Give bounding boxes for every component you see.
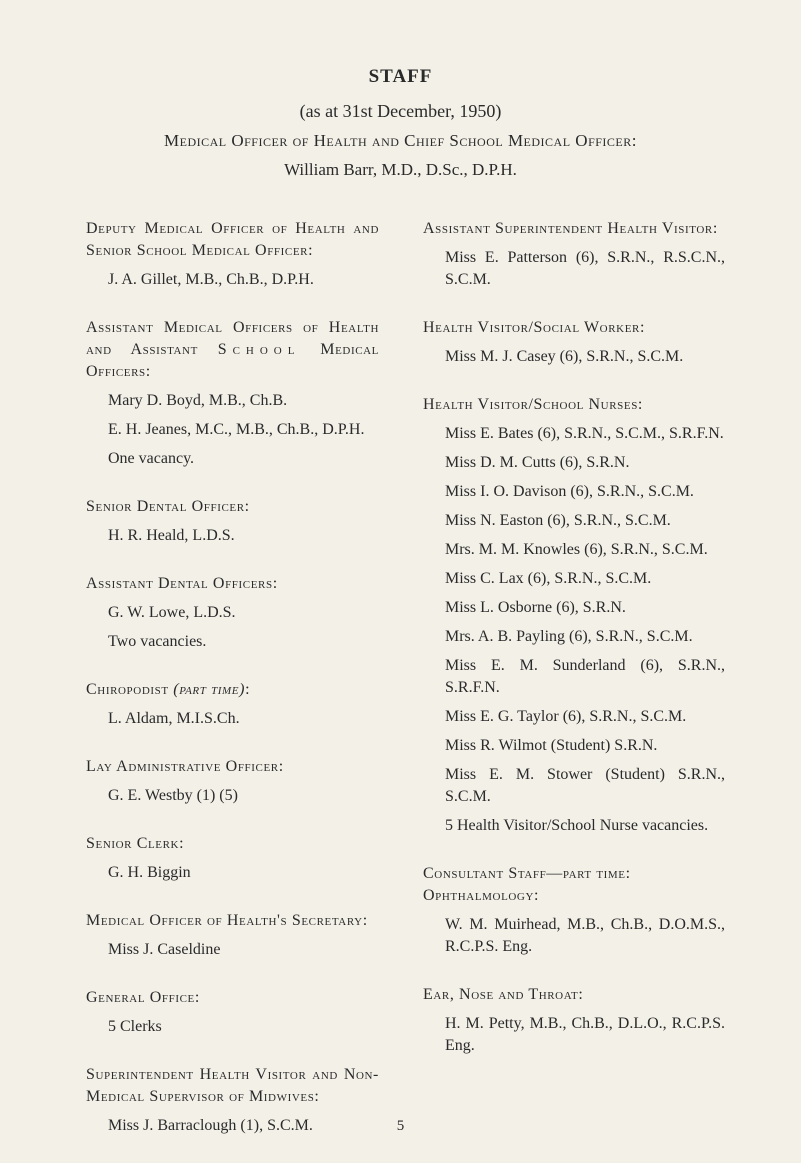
staff-entry: Mary D. Boyd, M.B., Ch.B. bbox=[108, 392, 288, 409]
staff-entry: Miss R. Wilmot (Student) S.R.N. bbox=[445, 737, 658, 754]
left-column bbox=[86, 218, 379, 1163]
section-senior-dental bbox=[86, 496, 379, 547]
moh-name: William Barr, M.D., D.Sc., D.P.H. bbox=[284, 160, 517, 179]
section-assistant-dental bbox=[86, 573, 379, 653]
staff-entry: Miss E. M. Stower (Student) S.R.N., S.C.M. bbox=[445, 766, 725, 805]
heading-part: Assistant Medical Officers of Health and Assistant bbox=[86, 319, 379, 358]
section-lay-admin bbox=[86, 756, 379, 807]
staff-entry: G. E. Westby (1) (5) bbox=[108, 787, 238, 804]
section-moh-secretary bbox=[86, 910, 379, 961]
staff-entry: H. M. Petty, M.B., Ch.B., D.L.O., R.C.P.S. Eng. bbox=[445, 1015, 725, 1054]
moh-heading: Medical Officer of Health and Chief School Medical Officer: bbox=[164, 131, 637, 150]
staff-entry: Mrs. A. B. Payling (6), S.R.N., S.C.M. bbox=[445, 628, 693, 645]
staff-entry: Miss D. M. Cutts (6), S.R.N. bbox=[445, 454, 630, 471]
page-number: 5 bbox=[396, 1118, 405, 1134]
section-heading: Senior Dental Officer: bbox=[86, 498, 250, 515]
staff-entry: H. R. Heald, L.D.S. bbox=[108, 527, 235, 544]
staff-entry: Miss N. Easton (6), S.R.N., S.C.M. bbox=[445, 512, 671, 529]
section-hv-social-worker bbox=[423, 317, 725, 368]
staff-entry: One vacancy. bbox=[108, 450, 195, 467]
page-title: STAFF bbox=[368, 66, 433, 87]
staff-entry: Mrs. M. M. Knowles (6), S.R.N., S.C.M. bbox=[445, 541, 708, 558]
heading-part: Chiropodist bbox=[86, 681, 169, 698]
staff-entry: G. H. Biggin bbox=[108, 864, 191, 881]
staff-entry: Miss E. Bates (6), S.R.N., S.C.M., S.R.F.N. bbox=[445, 425, 724, 442]
section-hv-school-nurses bbox=[423, 394, 725, 837]
staff-entry: W. M. Muirhead, M.B., Ch.B., D.O.M.S., R.C.P.S. Eng. bbox=[445, 916, 725, 955]
staff-entry: Miss E. Patterson (6), S.R.N., R.S.C.N., S.C.M. bbox=[445, 249, 725, 288]
section-heading: Deputy Medical Officer of Health and Senior School Medical Officer: bbox=[86, 220, 379, 259]
section-senior-clerk bbox=[86, 833, 379, 884]
staff-entry: L. Aldam, M.I.S.Ch. bbox=[108, 710, 240, 727]
section-heading: Health Visitor/Social Worker: bbox=[423, 319, 645, 336]
staff-entry: Miss E. M. Sunderland (6), S.R.N., S.R.F.N. bbox=[445, 657, 725, 696]
heading-part: School bbox=[217, 341, 301, 358]
section-assistant-superintendent-hv bbox=[423, 218, 725, 291]
section-assistant-mo bbox=[86, 317, 379, 470]
staff-entry: Two vacancies. bbox=[108, 633, 207, 650]
heading-part: : bbox=[245, 681, 251, 698]
section-heading: Lay Administrative Officer: bbox=[86, 758, 284, 775]
section-ent bbox=[423, 984, 725, 1057]
page-subtitle: (as at 31st December, 1950) bbox=[299, 101, 502, 121]
staff-entry: Miss M. J. Casey (6), S.R.N., S.C.M. bbox=[445, 348, 684, 365]
staff-entry: G. W. Lowe, L.D.S. bbox=[108, 604, 236, 621]
staff-entry: Miss C. Lax (6), S.R.N., S.C.M. bbox=[445, 570, 652, 587]
section-heading: Assistant Dental Officers: bbox=[86, 575, 278, 592]
staff-entry: Miss I. O. Davison (6), S.R.N., S.C.M. bbox=[445, 483, 694, 500]
heading-part: (part time) bbox=[173, 681, 246, 698]
section-general-office bbox=[86, 987, 379, 1038]
staff-entry: Miss L. Osborne (6), S.R.N. bbox=[445, 599, 626, 616]
staff-entry: Miss J. Barraclough (1), S.C.M. bbox=[108, 1117, 313, 1134]
section-consultant-staff bbox=[423, 863, 725, 958]
staff-entry: 5 Clerks bbox=[108, 1018, 162, 1035]
staff-entry: Miss E. G. Taylor (6), S.R.N., S.C.M. bbox=[445, 708, 687, 725]
heading-part: Medical Officers: bbox=[86, 341, 380, 380]
section-heading: Superintendent Health Visitor and Non-Medical Supervisor of Midwives: bbox=[86, 1066, 379, 1105]
section-subheading: Ophthalmology: bbox=[423, 887, 540, 904]
staff-entry: Miss J. Caseldine bbox=[108, 941, 221, 958]
right-column bbox=[423, 218, 725, 1083]
staff-entry: E. H. Jeanes, M.C., M.B., Ch.B., D.P.H. bbox=[108, 421, 365, 438]
section-heading: General Office: bbox=[86, 989, 200, 1006]
section-heading bbox=[86, 317, 379, 383]
staff-entry: J. A. Gillet, M.B., Ch.B., D.P.H. bbox=[108, 271, 314, 288]
section-heading: Ear, Nose and Throat: bbox=[423, 986, 584, 1003]
section-chiropodist bbox=[86, 679, 379, 730]
section-heading: Senior Clerk: bbox=[86, 835, 185, 852]
staff-entry: 5 Health Visitor/School Nurse vacancies. bbox=[445, 817, 709, 834]
section-heading: Health Visitor/School Nurses: bbox=[423, 396, 643, 413]
section-heading: Assistant Superintendent Health Visitor: bbox=[423, 220, 718, 237]
section-deputy-moh bbox=[86, 218, 379, 291]
section-heading bbox=[86, 679, 379, 701]
section-heading: Medical Officer of Health's Secretary: bbox=[86, 912, 368, 929]
section-heading: Consultant Staff—part time: bbox=[423, 865, 631, 882]
